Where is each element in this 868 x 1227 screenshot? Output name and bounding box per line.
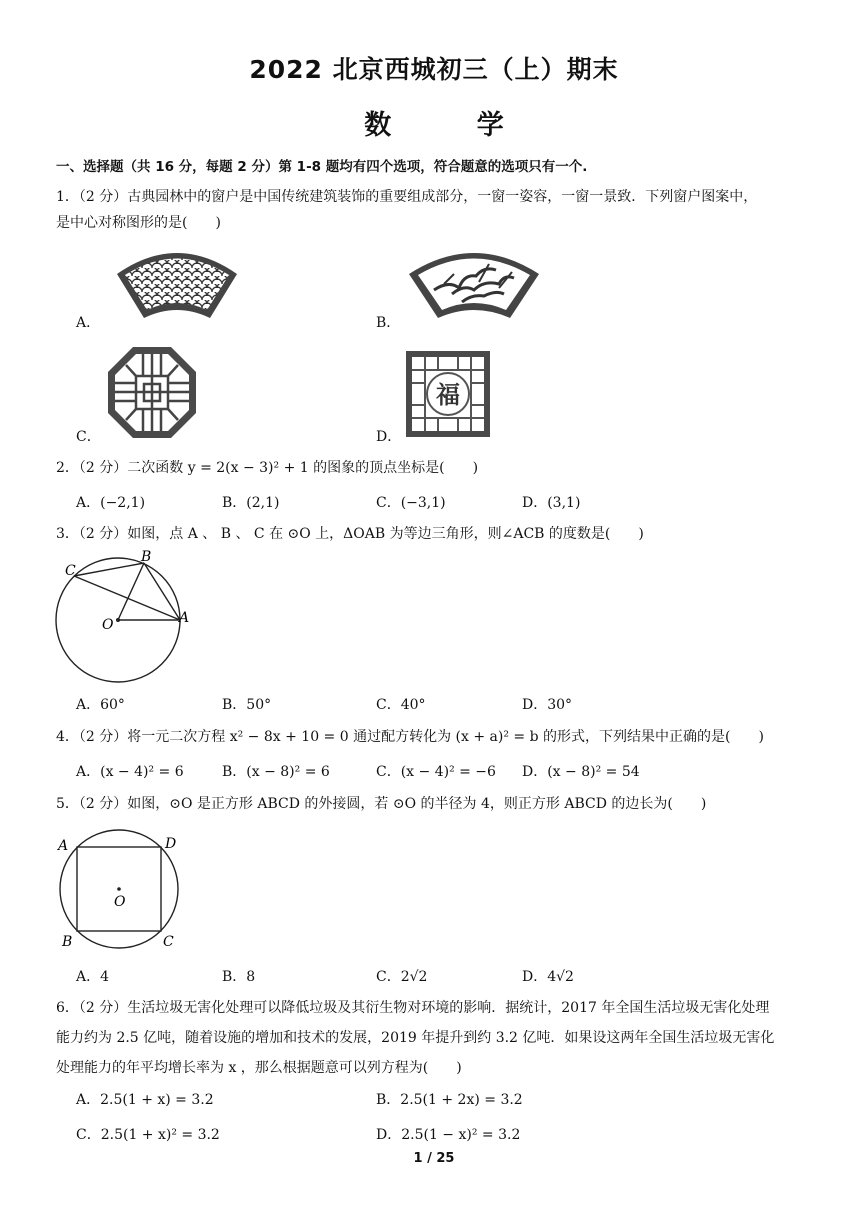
question-1-text: 1．（2 分）古典园林中的窗户是中国传统建筑装饰的重要组成部分，一窗一姿容，一窗一景致．下列窗户图案中， 是中心对称图形的是( ) (56, 189, 758, 231)
page-number: 1 / 25 (413, 1151, 455, 1166)
octagon-window-c-image (106, 345, 198, 440)
question-3-text: 3．（2 分）如图，点 A 、 B 、 C 在 ⊙O 上，ΔOAB 为等边三角形，则∠ACB 的度数是( ) (56, 526, 644, 542)
q3-option-c: C．40° (376, 697, 426, 713)
label-c: C (163, 934, 174, 950)
q5-option-c: C．2√2 (376, 969, 428, 985)
q6-option-b: B．2.5(1 + 2x) = 3.2 (376, 1092, 523, 1108)
q4-option-b: B．(x − 8)² = 6 (222, 764, 330, 780)
label-o: O (102, 617, 114, 633)
page-title: 2022 北京西城初三（上）期末 (249, 55, 619, 84)
q1-option-c-label: C． (76, 429, 101, 445)
q3-option-d: D．30° (522, 697, 573, 713)
q2-option-c: C．(−3,1) (376, 495, 446, 511)
q6-option-d: D．2.5(1 − x)² = 3.2 (376, 1127, 521, 1143)
label-b: B (62, 934, 73, 950)
label-d: D (165, 836, 177, 852)
subject-title: 数 学 (364, 110, 542, 141)
question-5-text: 5．（2 分）如图，⊙O 是正方形 ABCD 的外接圆，若 ⊙O 的半径为 4，则正方形 ABCD 的边长为( ) (56, 796, 707, 812)
fu-character: 福 (436, 381, 460, 409)
q1-option-b-label: B． (376, 315, 401, 331)
q2-option-b: B．(2,1) (222, 495, 280, 511)
q4-option-d: D．(x − 8)² = 54 (522, 764, 640, 780)
question-2-text: 2．（2 分）二次函数 y = 2(x − 3)² + 1 的图象的顶点坐标是( ) (56, 460, 479, 476)
label-c: C (65, 563, 76, 579)
label-b: B (141, 550, 152, 565)
q3-option-b: B．50° (222, 697, 272, 713)
q5-option-b: B．8 (222, 969, 256, 985)
circle-triangle-diagram (52, 550, 197, 685)
square-window-d-image (405, 350, 491, 438)
question-6-text: 6．（2 分）生活垃圾无害化处理可以降低垃圾及其衍生物对环境的影响．据统计，2017 年全国生活垃圾无害化处理 能力约为 2.5 亿吨，随着设施的增加和技术的发展，2019 年提升到约 3.2 亿吨．如果设这两年全国生活垃圾无害化 处理能力的年平均增长率为 x ，那么根据题意可以列方程为( ) (56, 1000, 775, 1076)
q4-option-a: A．(x − 4)² = 6 (76, 764, 184, 780)
q2-option-d: D．(3,1) (522, 495, 581, 511)
section-heading: 一、选择题（共 16 分，每题 2 分）第 1-8 题均有四个选项，符合题意的选项只有一个. (56, 159, 588, 175)
label-a: A (179, 610, 190, 626)
label-a: A (58, 838, 69, 854)
q6-option-a: A．2.5(1 + x) = 3.2 (76, 1092, 214, 1108)
question-4-text: 4．（2 分）将一元二次方程 x² − 8x + 10 = 0 通过配方转化为 (x + a)² = b 的形式，下列结果中正确的是( ) (56, 729, 764, 745)
fan-window-b-image (404, 244, 544, 324)
q2-option-a: A．(−2,1) (76, 495, 146, 511)
q4-option-c: C．(x − 4)² = −6 (376, 764, 496, 780)
q6-option-c: C．2.5(1 + x)² = 3.2 (76, 1127, 220, 1143)
q5-option-d: D．4√2 (522, 969, 574, 985)
q5-option-a: A．4 (76, 969, 110, 985)
q1-option-d-label: D． (376, 429, 402, 445)
q3-option-a: A．60° (76, 697, 125, 713)
fan-window-a-image (112, 244, 242, 324)
label-o: O (114, 894, 126, 910)
circle-square-diagram (52, 826, 187, 951)
q1-option-a-label: A． (76, 315, 101, 331)
